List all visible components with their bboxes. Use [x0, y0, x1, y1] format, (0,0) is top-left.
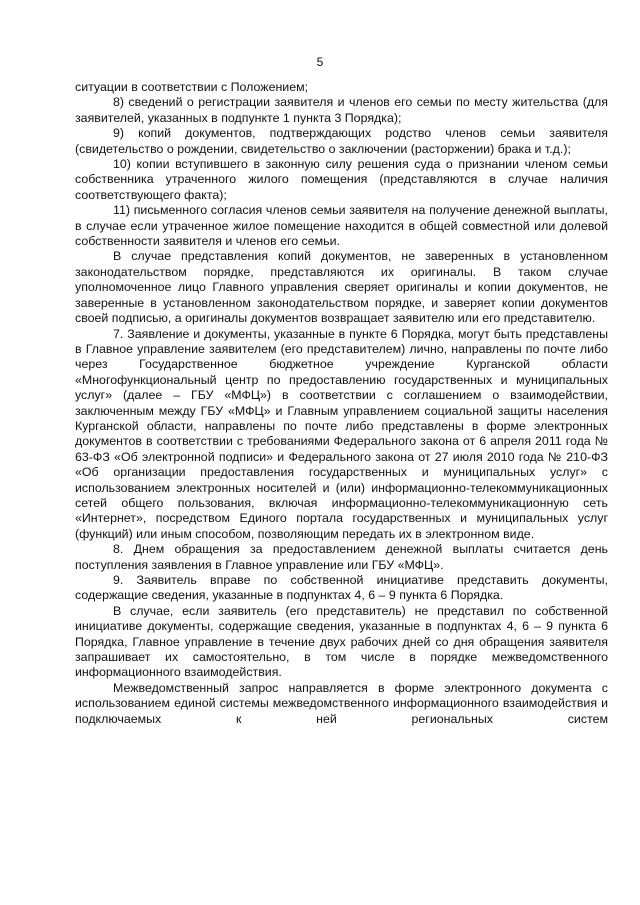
- paragraph-item-11: 11) письменного согласия членов семьи заявителя на получение денежной выплаты, в случае если утраченное жилое помещение находится в общей совместной или долевой собственности заявителя и членов его семьи.: [75, 203, 608, 249]
- paragraph-interagency-request: Межведомственный запрос направляется в форме электронного документа с использованием единой системы межведомственного информационного взаимодействия и подключаемых к ней региональных систем: [75, 680, 608, 726]
- paragraph-clause-7: 7. Заявление и документы, указанные в пункте 6 Порядка, могут быть представлены в Главное управление заявителем (его представителем) лично, направлены по почте либо через Государственное бюджетное учреждение Курганской области «Многофункциональный центр по предоставлению государственных и муниципальных услуг» (далее – ГБУ «МФЦ») в соответствии с соглашением о взаимодействии, заключенным между ГБУ «МФЦ» и Главным управлением социальной защиты населения Курганской области, направлены по почте либо представлены в форме электронных документов в соответствии с требованиями Федерального закона от 6 апреля 2011 года № 63-ФЗ «Об электронной подписи» и Федерального закона от 27 июля 2010 года № 210-ФЗ «Об организации предоставления государственных и муниципальных услуг» с использованием электронных носителей и (или) информационно-телекоммуникационных сетей общего пользования, включая информационно-телекоммуникационную сеть «Интернет», посредством Единого портала государственных и муниципальных услуг (функций) или иным способом, позволяющим передать их в электронном виде.: [75, 326, 608, 541]
- paragraph-continuation: ситуации в соответствии с Положением;: [75, 80, 309, 94]
- paragraph-request-note: В случае, если заявитель (его представитель) не представил по собственной инициативе документы, содержащие сведения, указанные в подпунктах 4, 6 – 9 пункта 6 Порядка, Главное управление в течение двух рабочих дней со дня обращения заявителя запрашивает их самостоятельно, в том числе в порядке межведомственного информационного взаимодействия.: [75, 603, 608, 680]
- paragraph-item-8: 8) сведений о регистрации заявителя и членов его семьи по месту жительства (для заявителей, указанных в подпункте 1 пункта 3 Порядка);: [75, 95, 608, 125]
- document-body: [75, 80, 608, 727]
- paragraph-item-9: 9) копий документов, подтверждающих родство членов семьи заявителя (свидетельство о рождении, свидетельство о заключении (расторжении) брака и т.д.);: [75, 126, 608, 156]
- paragraph-item-10: 10) копии вступившего в законную силу решения суда о признании членом семьи собственника утраченного жилого помещения (представляются в случае наличия соответствующего факта);: [75, 157, 608, 202]
- paragraph-clause-9: 9. Заявитель вправе по собственной инициативе представить документы, содержащие сведения, указанные в подпунктах 4, 6 – 9 пункта 6 Порядка.: [75, 573, 608, 603]
- page-number: 5: [316, 55, 324, 69]
- paragraph-clause-8: 8. Днем обращения за предоставлением денежной выплаты считается день поступления заявления в Главное управление или ГБУ «МФЦ».: [75, 542, 608, 572]
- paragraph-copies-note: В случае представления копий документов, не заверенных в установленном законодательством порядке, представляются их оригиналы. В таком случае уполномоченное лицо Главного управления сверяет оригиналы и копии документов, не заверенные в установленном законодательством порядке, и заверяет копии документов своей подписью, а оригиналы документов возвращает заявителю или его представителю.: [75, 249, 608, 326]
